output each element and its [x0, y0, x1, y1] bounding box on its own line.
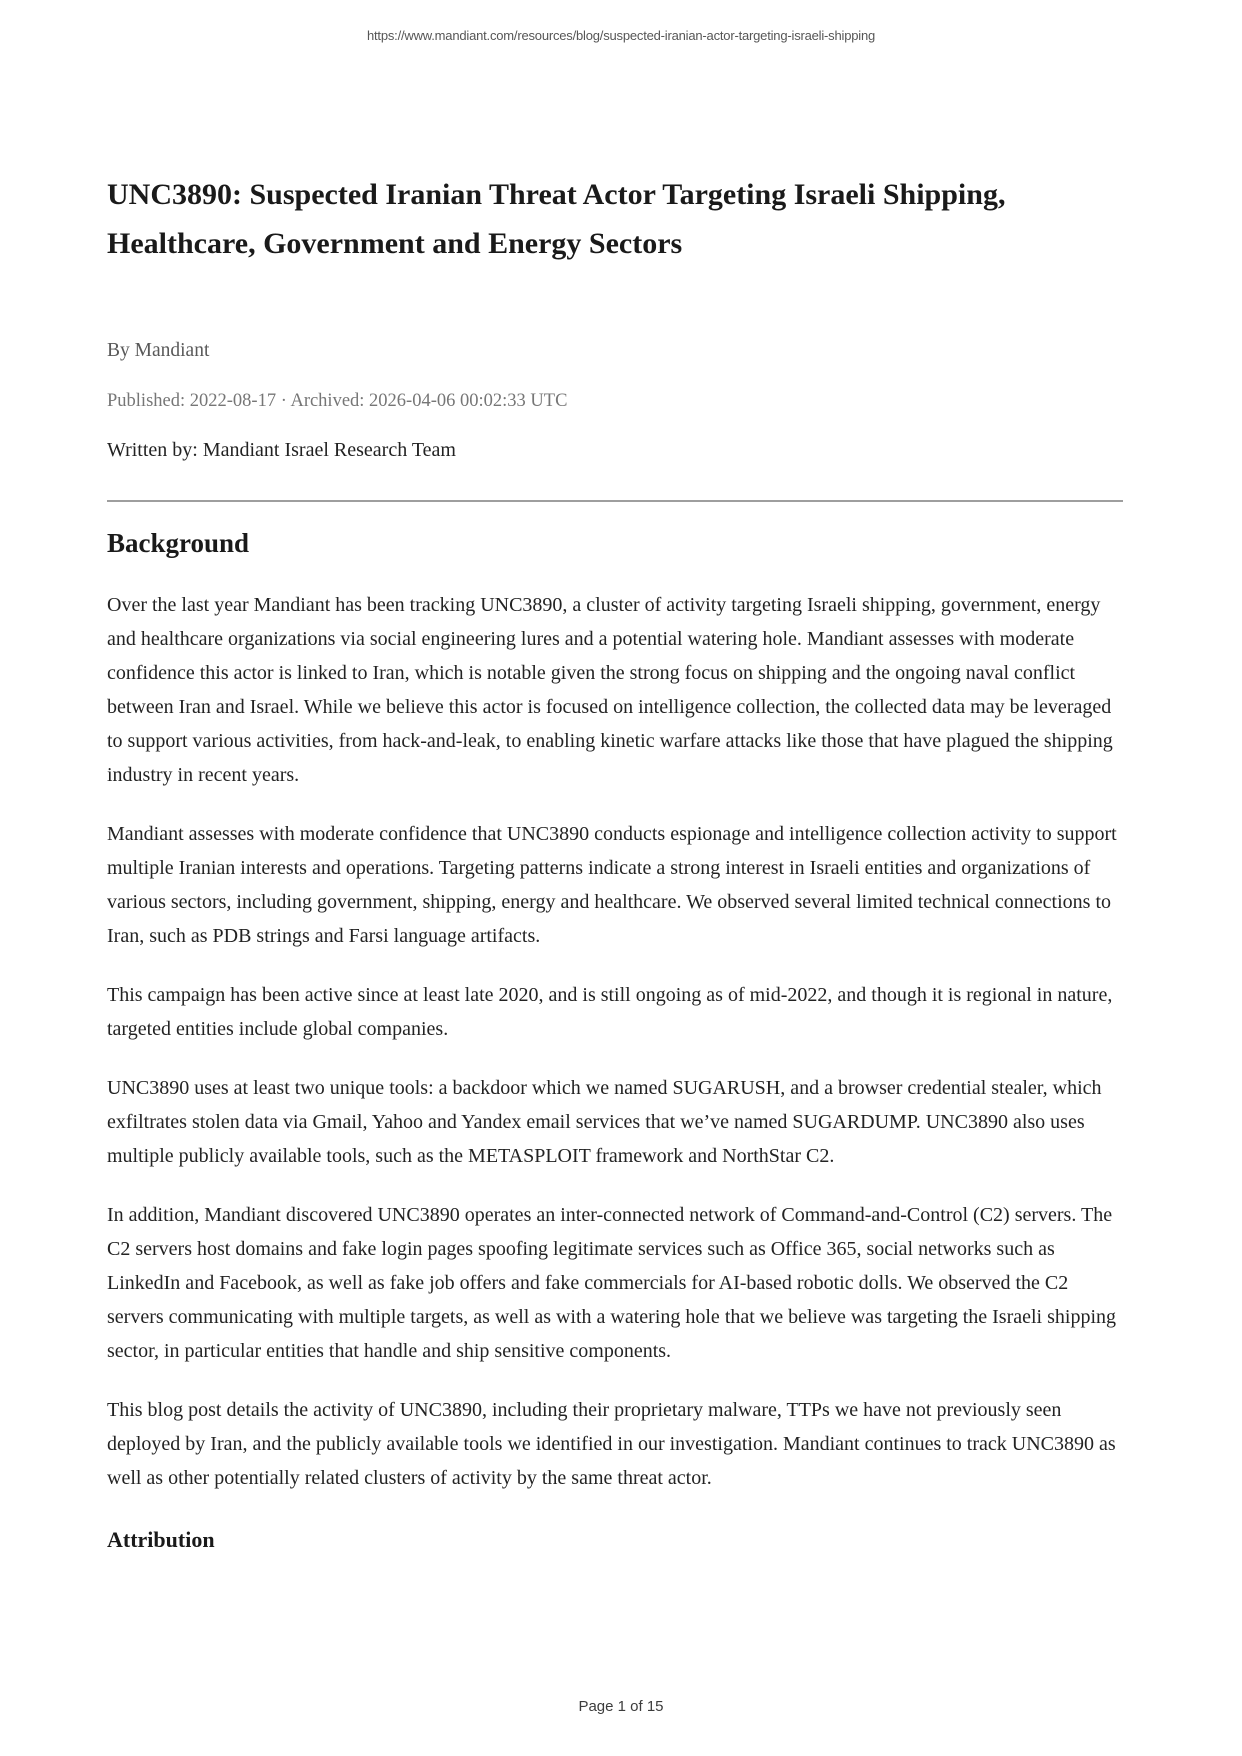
byline: By Mandiant [107, 340, 210, 361]
paragraph-4: UNC3890 uses at least two unique tools: a backdoor which we named SUGARUSH, and a browser credential stealer, which exfiltrates stolen data via Gmail, Yahoo and Yandex email services that we’ve named SUGARDUMP. UNC3890 also uses multiple publicly available tools, such as the METASPLOIT framework and NorthStar C2. [107, 1077, 1102, 1167]
paragraph-3: This campaign has been active since at least late 2020, and is still ongoing as of mid-2022, and though it is regional in nature, targeted entities include global companies. [107, 984, 1113, 1040]
paragraph-5: In addition, Mandiant discovered UNC3890 operates an inter-connected network of Command-and-Control (C2) servers. The C2 servers host domains and fake login pages spoofing legitimate services such as Office 365, social networks such as LinkedIn and Facebook, as well as fake job offers and fake commercials for AI-based robotic dolls. We observed the C2 servers communicating with multiple targets, as well as with a watering hole that we believe was targeting the Israeli shipping sector, in particular entities that handle and ship sensitive components. [107, 1204, 1116, 1362]
written-by: Written by: Mandiant Israel Research Team [107, 439, 456, 461]
article-title: UNC3890: Suspected Iranian Threat Actor Targeting Israeli Shipping, Healthcare, Government and Energy Sectors [107, 178, 1006, 260]
paragraph-6: This blog post details the activity of UNC3890, including their proprietary malware, TTPs we have not previously seen deployed by Iran, and the publicly available tools we identified in our investigation. Mandiant continues to track UNC3890 as well as other potentially related clusters of activity by the same threat actor. [107, 1399, 1116, 1489]
paragraph-1: Over the last year Mandiant has been tracking UNC3890, a cluster of activity targeting Israeli shipping, government, energy and healthcare organizations via social engineering lures and a potential watering hole. Mandiant assesses with moderate confidence this actor is linked to Iran, which is notable given the strong focus on shipping and the ongoing naval conflict between Iran and Israel. While we believe this actor is focused on intelligence collection, the collected data may be leveraged to support various activities, from hack-and-leak, to enabling kinetic warfare attacks like those that have plagued the shipping industry in recent years. [107, 594, 1113, 786]
paragraph-2: Mandiant assesses with moderate confidence that UNC3890 conducts espionage and intelligence collection activity to support multiple Iranian interests and operations. Targeting patterns indicate a strong interest in Israeli entities and organizations of various sectors, including government, shipping, energy and healthcare. We observed several limited technical connections to Iran, such as PDB strings and Farsi language artifacts. [107, 823, 1117, 947]
section-heading-background: Background [107, 528, 250, 558]
header-divider [107, 500, 1123, 502]
section-heading-attribution: Attribution [107, 1527, 215, 1552]
page-number: Page 1 of 15 [578, 1698, 664, 1715]
archive-url-header: https://www.mandiant.com/resources/blog/suspected-iranian-actor-targeting-israeli-shipping [366, 28, 876, 43]
publish-archive-meta: Published: 2022-08-17 · Archived: 2026-04-06 00:02:33 UTC [107, 391, 568, 411]
article-content [107, 0, 1123, 1555]
